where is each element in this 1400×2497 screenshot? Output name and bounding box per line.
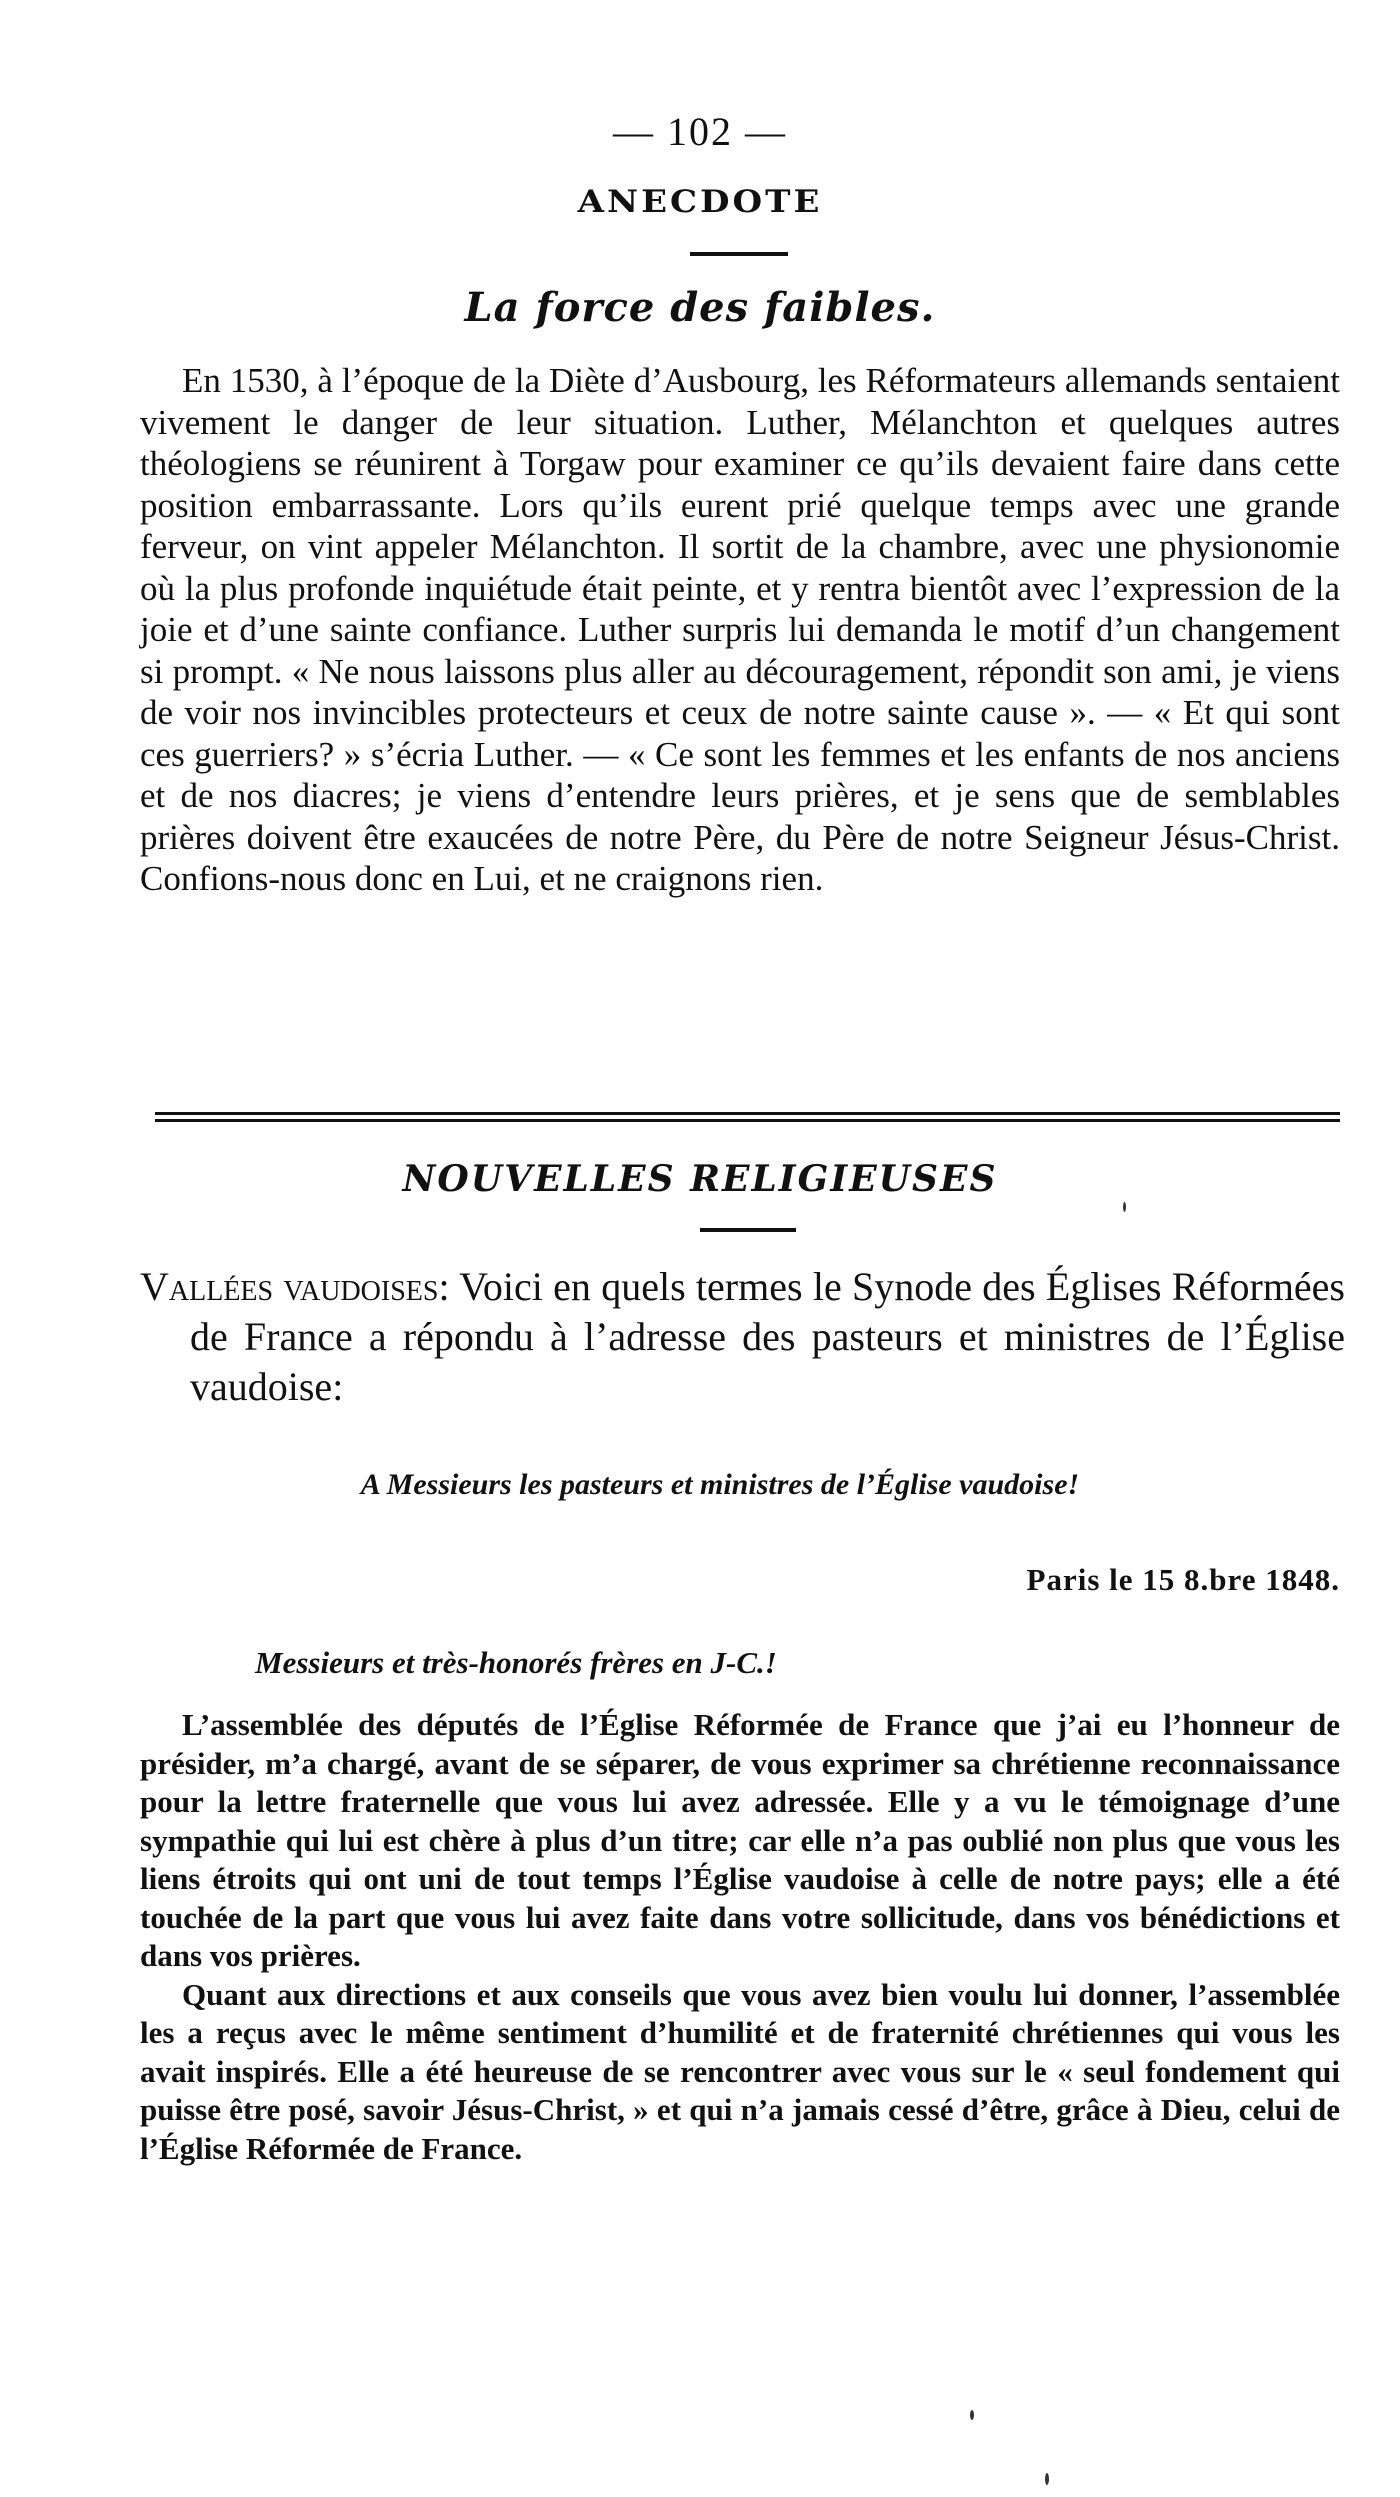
news-intro: [140, 1262, 1345, 1412]
page-number: — 102 —: [613, 109, 787, 154]
letter-salutation: Messieurs et très-honorés frères en J-C.!: [255, 1645, 777, 1680]
news-intro-text: Voici en quels termes le Synode des Églises Réformées de France a répondu à l’adresse des pasteurs et ministres de l’Église vaudoise:: [190, 1264, 1346, 1409]
news-location-label: Vallées vaudoises:: [140, 1264, 450, 1309]
ink-speck: [970, 2410, 974, 2420]
letter-date: Paris le 15 8.bre 1848.: [1026, 1562, 1340, 1597]
section-divider: [700, 1228, 796, 1232]
ink-speck: [1045, 2473, 1049, 2485]
paragraph: En 1530, à l’époque de la Diète d’Ausbourg, les Réformateurs allemands sentaient vivement le danger de leur situation. Luther, Mélanchton et quelques autres théologiens se réunirent à Torgaw pour examiner ce qu’ils devaient faire dans cette position embarrassante. Lors qu’ils eurent prié quelque temps avec une grande ferveur, on vint appeler Mélanchton. Il sortit de la chambre, avec une physionomie où la plus profonde inquiétude était peinte, et y rentra bientôt avec l’expression de la joie et d’une sainte confiance. Luther surpris lui demanda le motif d’un changement si prompt. « Ne nous laissons plus aller au découragement, répondit son ami, je viens de voir nos invincibles protecteurs et ceux de notre sainte cause ». — « Et qui sont ces guerriers? » s’écria Luther. — « Ce sont les femmes et les enfants de nos anciens et de nos diacres; je viens d’entendre leurs prières, et je sens que de semblables prières doivent être exaucées de notre Père, du Père de notre Seigneur Jésus-Christ. Confions-nous donc en Lui, et ne craignons rien.: [140, 361, 1340, 898]
letter-address: A Messieurs les pasteurs et ministres de l’Église vaudoise!: [360, 1468, 1080, 1501]
double-rule-divider: [155, 1112, 1340, 1122]
section-title-news: NOUVELLES RELIGIEUSES: [402, 1158, 998, 1200]
anecdote-body: [140, 360, 1340, 900]
paragraph: Quant aux directions et aux conseils que vous avez bien voulu lui donner, l’assemblée les a reçus avec le même sentiment d’humilité et de fraternité chrétiennes qui vous les avait inspirés. Elle a été heureuse de se rencontrer avec vous sur le « seul fondement qui puisse être posé, savoir Jésus-Christ, » et qui n’a jamais cessé d’être, grâce à Dieu, celui de l’Église Réformée de France.: [140, 1976, 1340, 2166]
article-title: La force des faibles.: [464, 284, 936, 331]
section-title-anecdote: ANECDOTE: [577, 184, 823, 220]
paragraph: L’assemblée des députés de l’Église Réformée de France que j’ai eu l’honneur de présider, m’a chargé, avant de se séparer, de vous exprimer sa chrétienne reconnaissance pour la lettre fraternelle que vous lui avez adressée. Elle y a vu le témoignage d’une sympathie qui lui est chère à plus d’un titre; car elle n’a pas oublié non plus que vous les liens étroits qui ont uni de tout temps l’Église vaudoise à celle de notre pays; elle a été touchée de la part que vous lui avez faite dans votre sollicitude, dans vos bénédictions et dans vos prières.: [140, 1707, 1340, 1973]
ink-speck: [1123, 1202, 1126, 1212]
letter-body: [140, 1706, 1340, 2168]
section-divider: [690, 252, 788, 256]
